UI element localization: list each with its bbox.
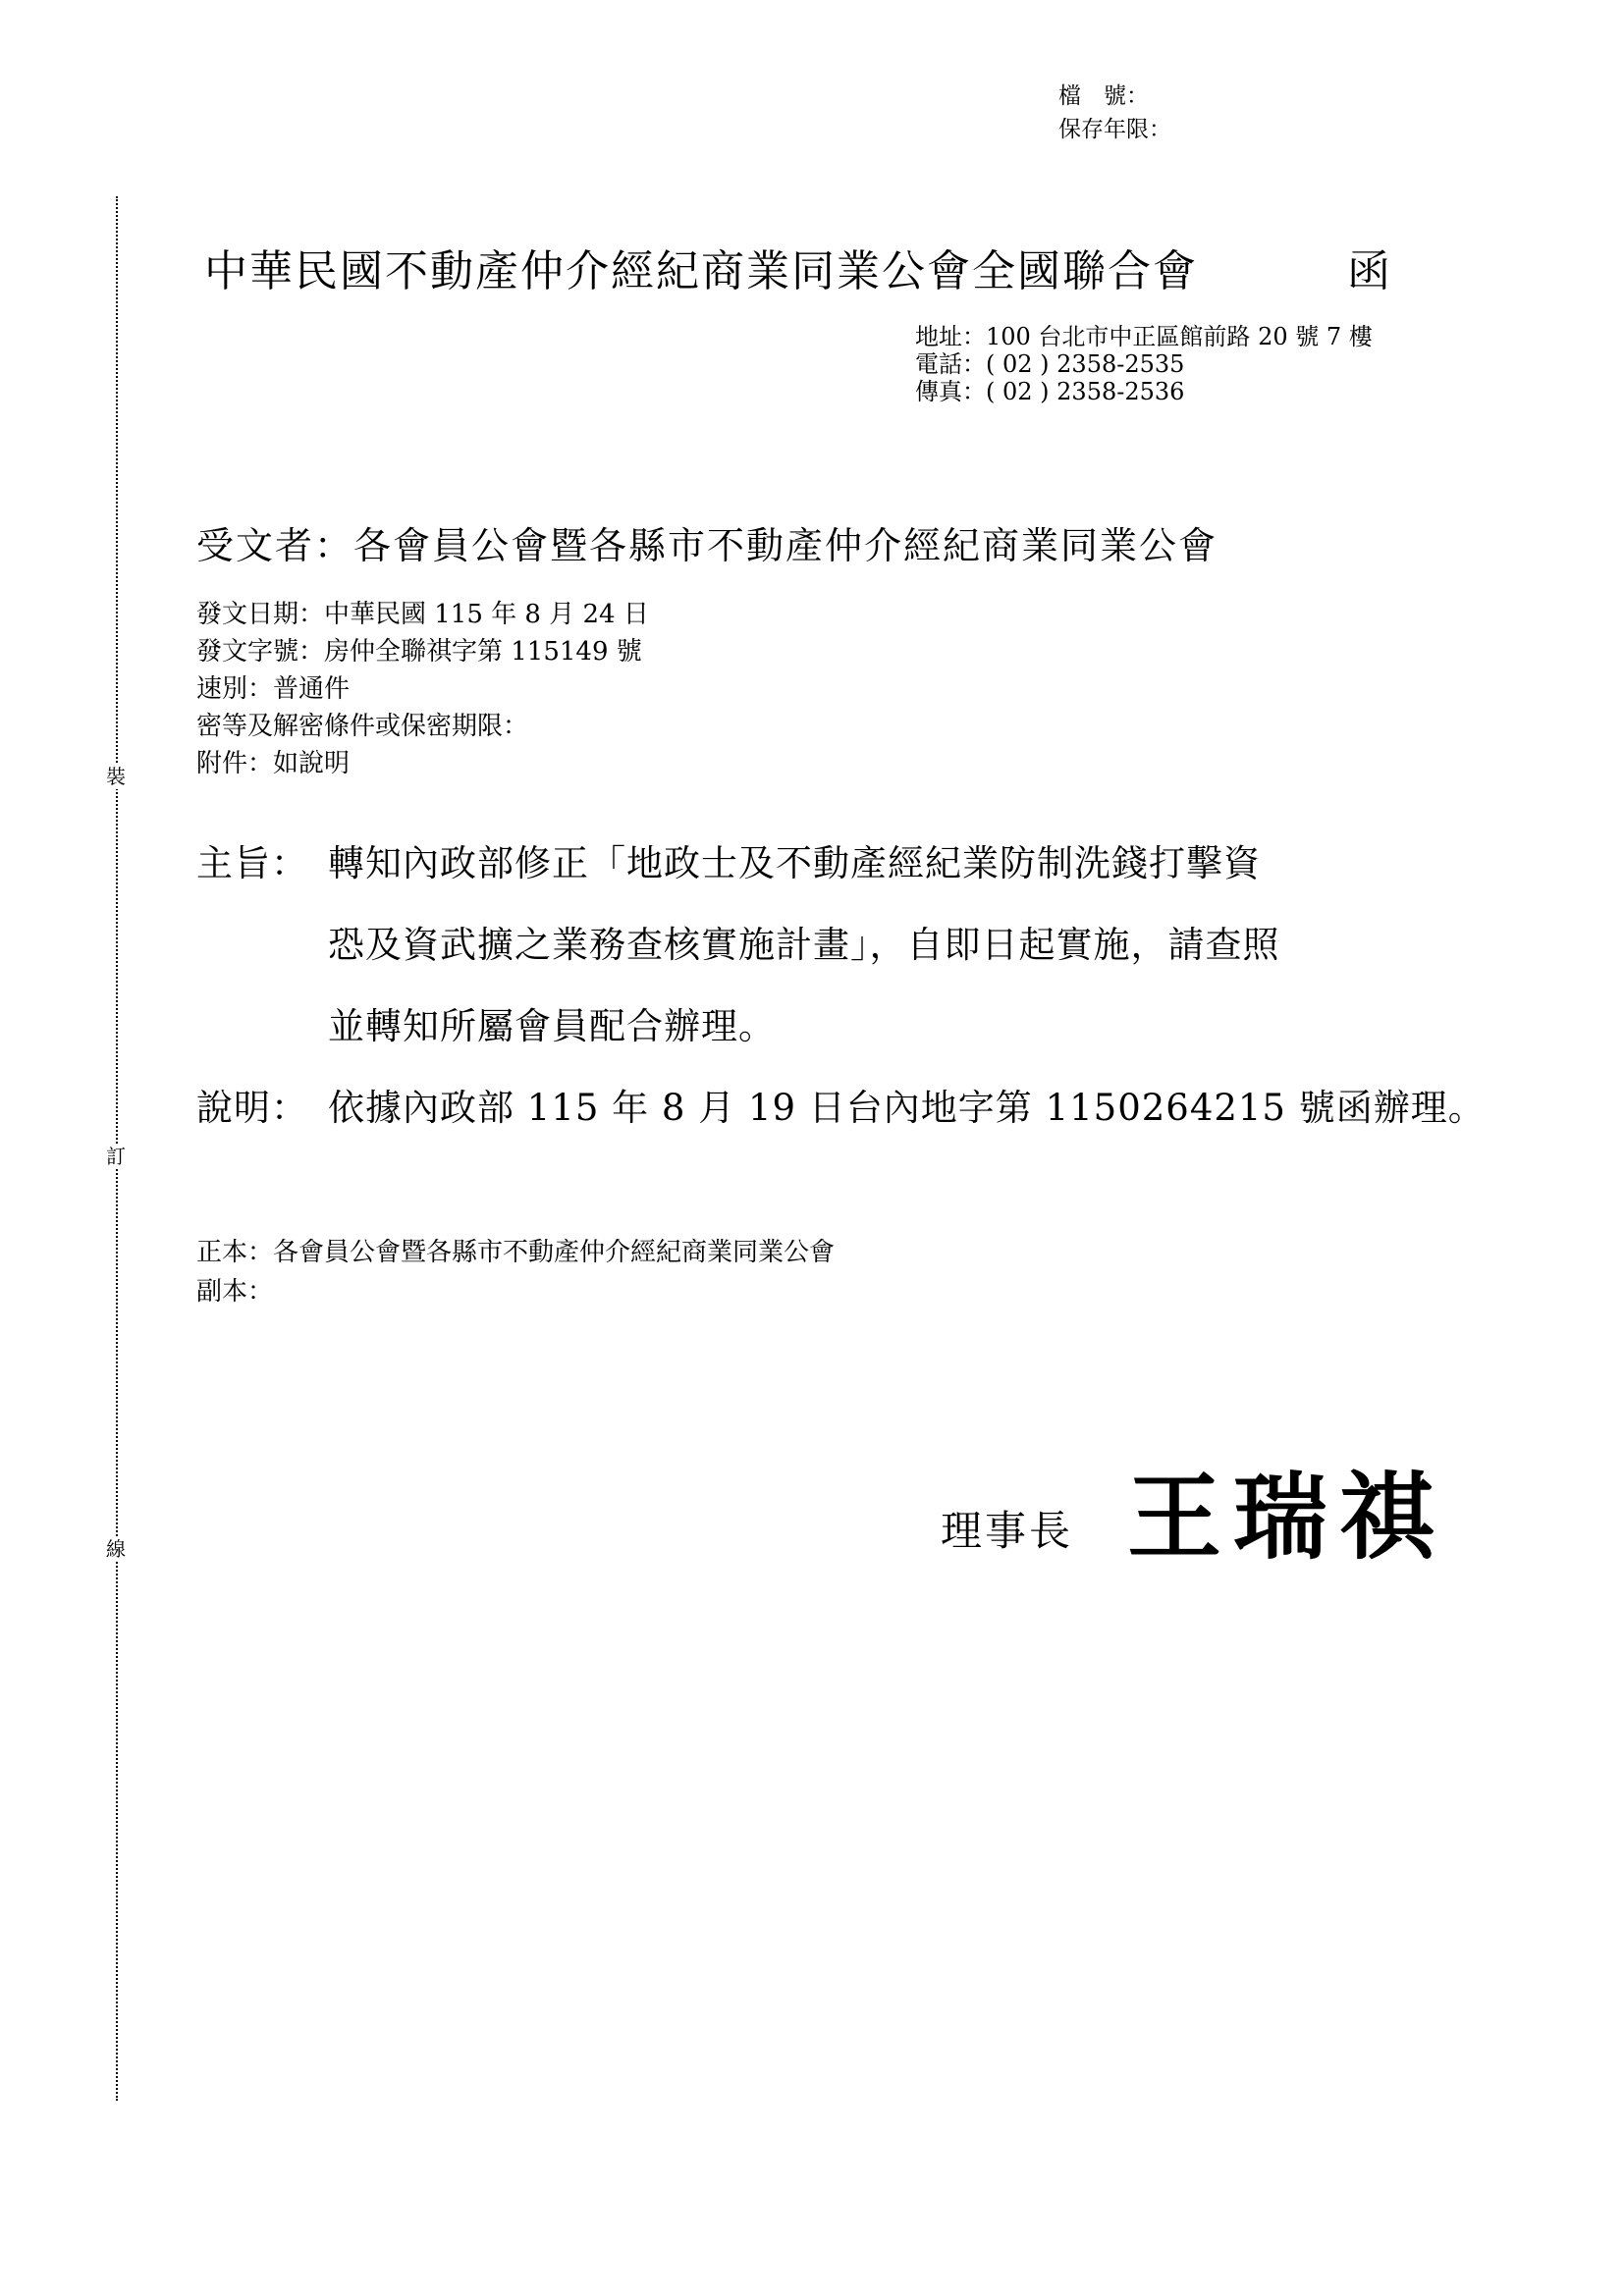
security-level: 密等及解密條件或保密期限： — [196, 712, 529, 741]
binding-char-xian: 線 — [103, 1536, 129, 1562]
retention-period-label: 保存年限： — [1058, 117, 1171, 142]
explanation-text: 依據內政部 115 年 8 月 19 日台內地字第 1150264215 號函辦理。 — [328, 1087, 1486, 1129]
file-number-label: 檔 號： — [1058, 83, 1149, 109]
subject-line-3: 並轉知所屬會員配合辦理。 — [328, 1005, 776, 1047]
contact-address: 地址：100 台北市中正區館前路 20 號 7 樓 — [915, 323, 1373, 350]
document-type: 函 — [1347, 246, 1392, 296]
issue-date: 發文日期：中華民國 115 年 8 月 24 日 — [196, 600, 649, 629]
delivery-speed: 速別：普通件 — [196, 674, 351, 704]
original-recipients: 正本：各會員公會暨各縣市不動產仲介經紀商業同業公會 — [196, 1238, 836, 1267]
binding-char-ding: 訂 — [103, 1144, 129, 1169]
explanation-label: 說明： — [196, 1087, 308, 1129]
binding-char-zhuang: 裝 — [103, 764, 129, 789]
recipient: 受文者：各會員公會暨各縣市不動產仲介經紀商業同業公會 — [196, 524, 1218, 567]
contact-fax: 傳真：( 02 ) 2358-2536 — [915, 378, 1185, 405]
contact-phone: 電話：( 02 ) 2358-2535 — [915, 350, 1185, 378]
subject-label: 主旨： — [196, 842, 308, 884]
signature-title: 理事長 — [941, 1507, 1074, 1555]
organization-name: 中華民國不動產仲介經紀商業同業公會全國聯合會 — [204, 246, 1198, 296]
attachment: 附件：如說明 — [196, 749, 351, 778]
copy-recipients: 副本： — [196, 1277, 274, 1307]
subject-line-2: 恐及資武擴之業務查核實施計畫」，自即日起實施，請查照 — [328, 924, 1280, 966]
reference-number: 發文字號：房仲全聯祺字第 115149 號 — [196, 637, 642, 667]
subject-line-1: 轉知內政部修正「地政士及不動產經紀業防制洗錢打擊資 — [328, 842, 1261, 884]
signature-name: 王瑞祺 — [1127, 1463, 1445, 1573]
